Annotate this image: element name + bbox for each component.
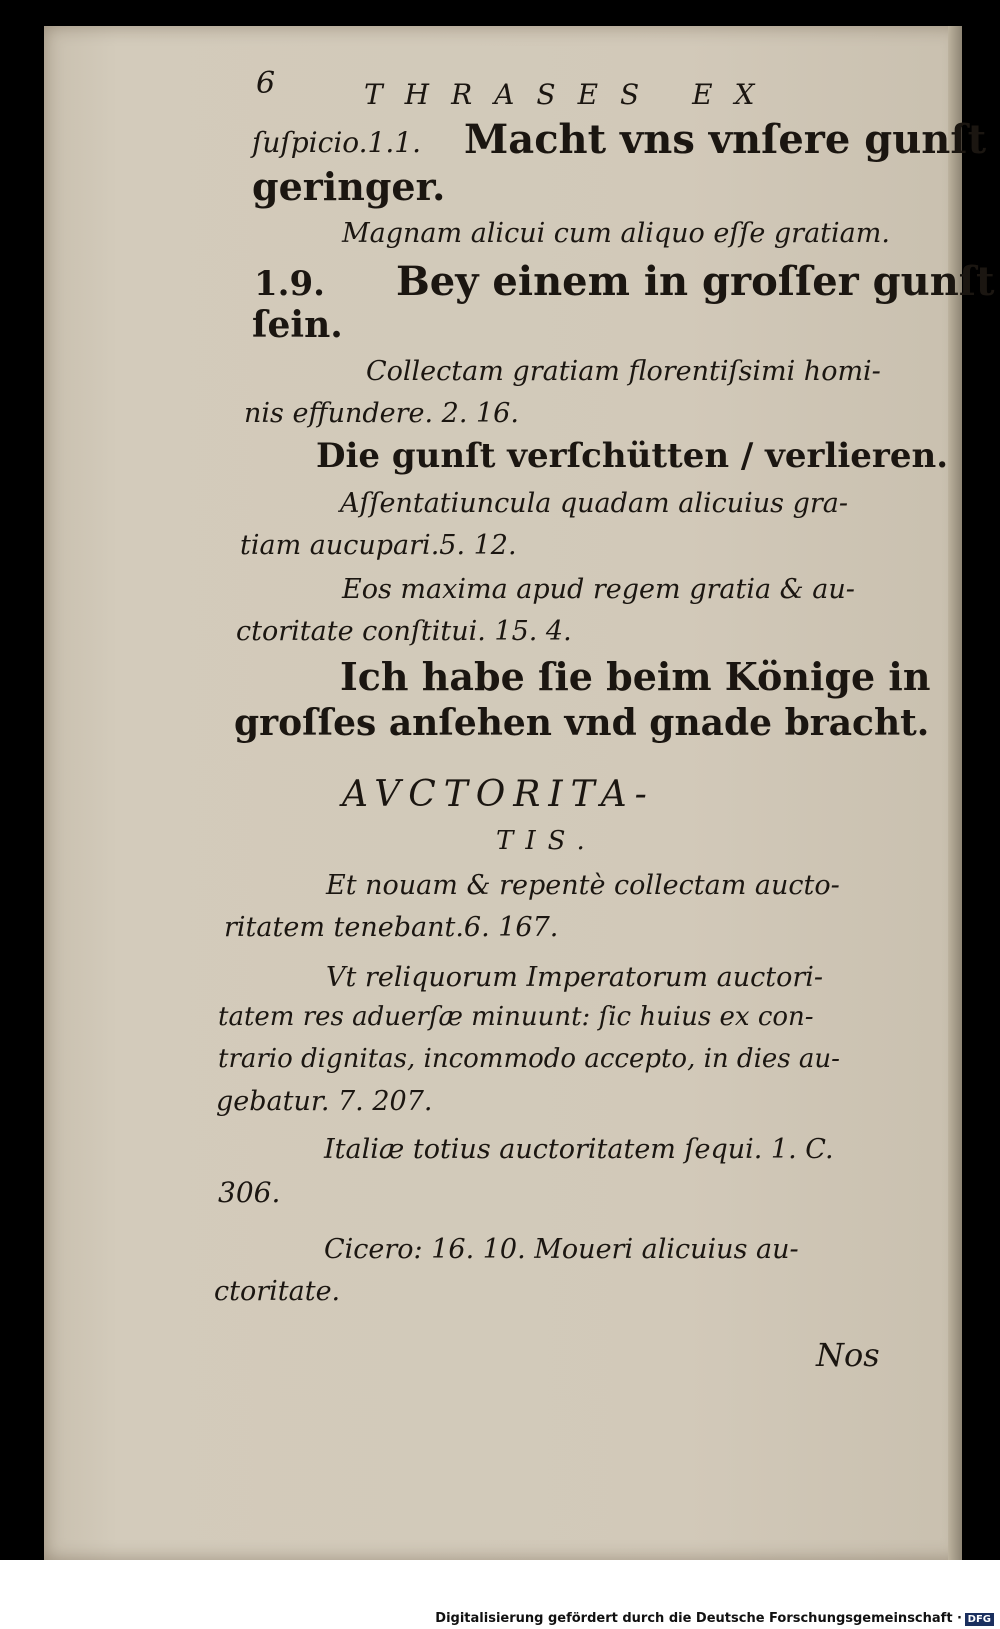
catchword: Nos bbox=[816, 1336, 880, 1374]
text-line: Bey einem in groſſer gunſt bbox=[396, 258, 995, 305]
funding-credit: Digitalisierung gefördert durch die Deutsche Forschungsgemeinschaft · bbox=[435, 1611, 962, 1626]
text-line: ctoritate conſtitui. 15. 4. bbox=[236, 616, 572, 647]
text-line: geringer. bbox=[252, 164, 446, 209]
book-page bbox=[44, 26, 995, 1560]
text-line: Magnam alicui cum aliquo eſſe gratiam. bbox=[342, 218, 890, 249]
text-line: tatem res aduerſæ minuunt: ſic huius ex con- bbox=[218, 1002, 814, 1032]
running-title: THRASES EX bbox=[364, 78, 777, 111]
text-line: Aſſentatiuncula quadam alicuius gra- bbox=[340, 488, 848, 519]
text-line: nis effundere. 2. 16. bbox=[244, 398, 519, 429]
text-line: Vt reliquorum Imperatorum auctori- bbox=[326, 962, 823, 993]
text-line: groſſes anſehen vnd gnade bracht. bbox=[234, 702, 930, 744]
text-line: Cicero: 16. 10. Moueri alicuius au- bbox=[324, 1234, 799, 1265]
text-line: Die gunſt verſchütten / verlieren. bbox=[316, 436, 949, 476]
page-number: 6 bbox=[256, 66, 276, 101]
text-line: 306. bbox=[218, 1176, 281, 1209]
text-line: Eos maxima apud regem gratia & au- bbox=[342, 574, 855, 605]
text-line: Collectam gratiam florentiſsimi homi- bbox=[366, 356, 881, 387]
text-line: gebatur. 7. 207. bbox=[216, 1086, 433, 1117]
dfg-logo: DFG bbox=[965, 1613, 994, 1626]
text-line: ſein. bbox=[252, 304, 343, 346]
text-line: ritatem tenebant.6. 167. bbox=[224, 912, 559, 943]
text-line: ſuſpicio.1.1. bbox=[252, 126, 421, 159]
section-heading: AVCTORITA- bbox=[342, 774, 655, 815]
text-line: Ich habe ſie beim Könige in bbox=[340, 654, 931, 699]
text-line: 1.9. bbox=[254, 264, 325, 304]
text-line: tiam aucupari.5. 12. bbox=[240, 530, 517, 561]
text-line: Et nouam & repentè collectam aucto- bbox=[326, 870, 840, 901]
text-line: trario dignitas, incommodo accepto, in dies au- bbox=[218, 1044, 840, 1074]
section-heading-continued: TIS. bbox=[496, 826, 597, 856]
text-line: ctoritate. bbox=[214, 1276, 341, 1307]
page-spine-edge bbox=[948, 26, 962, 1560]
text-line: Macht vns vnſere gunſt bbox=[464, 116, 987, 163]
text-line: Italiæ totius auctoritatem ſequi. 1. C. bbox=[324, 1134, 834, 1165]
footer-bar bbox=[0, 1560, 1000, 1629]
